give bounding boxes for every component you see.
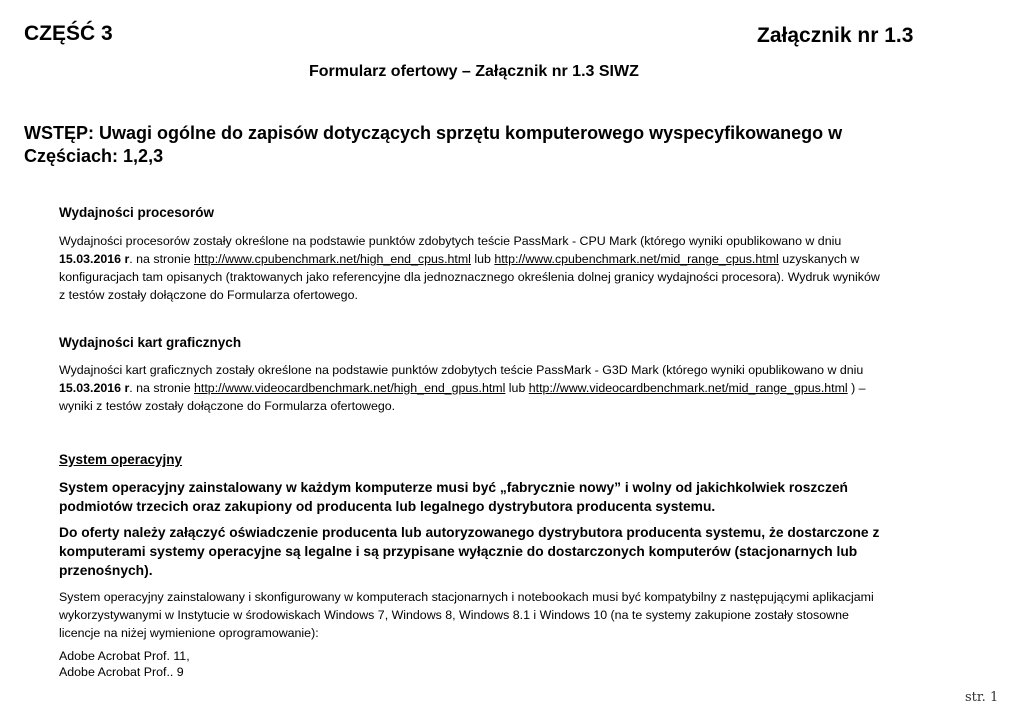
intro-heading	[24, 122, 842, 168]
cpu-line-4: z testów zostały dołączone do Formularza ofertowego.	[59, 288, 358, 302]
cpu-text: uzyskanych w	[778, 252, 860, 266]
intro-line-2: Częściach: 1,2,3	[24, 146, 164, 166]
gpu-line-2	[59, 379, 979, 397]
gpu-section-title: Wydajności kart graficznych	[59, 335, 242, 350]
os-req-line: Do oferty należy załączyć oświadczenie producenta lub autoryzowanego dystrybutora producenta systemu, że dostarczone z	[59, 525, 880, 540]
cpu-line-3: konfiguracjach tam opisanych (traktowanych jako referencyjne dla jednoznacznego określenia dolnej granicy wydajności procesora). Wydruk wyników	[59, 270, 880, 284]
cpu-date: 15.03.2016 r	[59, 252, 130, 266]
cpu-line-2	[59, 250, 979, 268]
gpu-mid-range-link[interactable]: http://www.videocardbenchmark.net/mid_range_gpus.html	[528, 381, 848, 395]
cpu-text: . na stronie	[129, 252, 195, 266]
cpu-high-end-link[interactable]: http://www.cpubenchmark.net/high_end_cpus.html	[194, 252, 471, 266]
list-item: Adobe Acrobat Prof. 11,	[59, 649, 190, 663]
part-heading: CZĘŚĆ 3	[24, 22, 113, 45]
gpu-text: lub	[505, 381, 529, 395]
annex-label: Załącznik nr 1.3	[757, 24, 914, 47]
intro-line-1: WSTĘP: Uwagi ogólne do zapisów dotyczących sprzętu komputerowego wyspecyfikowanego w	[24, 123, 843, 143]
gpu-paragraph	[59, 361, 979, 415]
cpu-section-title: Wydajności procesorów	[59, 205, 215, 220]
cpu-paragraph	[59, 232, 979, 304]
os-compatibility-paragraph	[59, 588, 989, 642]
os-compat-line: System operacyjny zainstalowany i skonfigurowany w komputerach stacjonarnych i notebookach musi być kompatybilny z następującymi aplikacjami	[59, 590, 874, 604]
page-number: str. 1	[965, 690, 999, 705]
os-req-line: komputerami systemy operacyjne są legalne i są przypisane wyłącznie do dostarczonych komputerów (stacjonarnych lub	[59, 544, 858, 559]
os-compat-line: wykorzystywanymi w Instytucie w środowiskach Windows 7, Windows 8, Windows 8.1 i Windows 10 (na te systemy zakupione zostały stosowne	[59, 608, 849, 622]
gpu-line-3: wyniki z testów zostały dołączone do Formularza ofertowego.	[59, 399, 396, 413]
cpu-text: lub	[470, 252, 495, 266]
os-req-line: podmiotów trzecich oraz zakupiony od producenta lub legalnego dystrybutora producenta systemu.	[59, 499, 716, 514]
gpu-line-1: Wydajności kart graficznych zostały określone na podstawie punktów zdobytych teście PassMark - G3D Mark (którego wyniki opublikowano w dniu	[59, 363, 864, 377]
cpu-line-1: Wydajności procesorów zostały określone na podstawie punktów zdobytych teście PassMark - CPU Mark (którego wyniki opublikowano w dniu	[59, 234, 842, 248]
os-requirement-1	[59, 478, 989, 516]
os-req-line: System operacyjny zainstalowany w każdym komputerze musi być „fabrycznie nowy” i wolny od jakichkolwiek roszczeń	[59, 480, 848, 495]
os-compat-line: licencje na niżej wymienione oprogramowanie):	[59, 626, 319, 640]
cpu-mid-range-link[interactable]: http://www.cpubenchmark.net/mid_range_cpus.html	[494, 252, 779, 266]
os-req-line: przenośnych).	[59, 563, 153, 578]
list-item: Adobe Acrobat Prof.. 9	[59, 665, 184, 679]
document-subtitle: Formularz ofertowy – Załącznik nr 1.3 SIWZ	[309, 63, 639, 80]
gpu-text: . na stronie	[129, 381, 195, 395]
os-requirement-2	[59, 523, 989, 580]
app-list	[59, 648, 190, 680]
gpu-date: 15.03.2016 r	[59, 381, 130, 395]
gpu-high-end-link[interactable]: http://www.videocardbenchmark.net/high_end_gpus.html	[194, 381, 506, 395]
os-section-title: System operacyjny	[59, 452, 183, 467]
gpu-text: ) –	[847, 381, 866, 395]
